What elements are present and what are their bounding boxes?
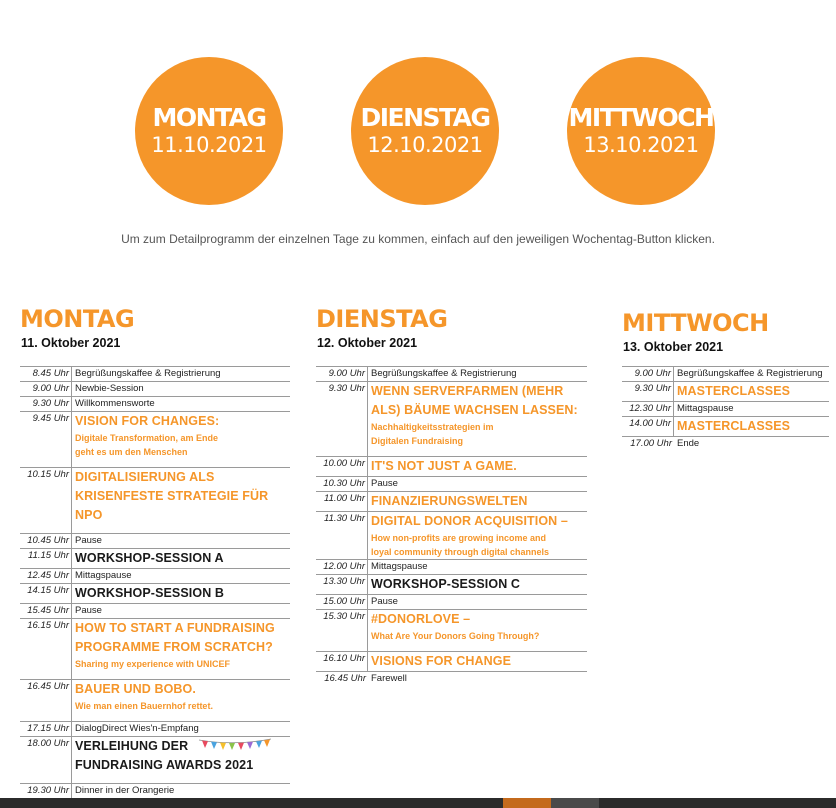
session-subtitle: geht es um den Menschen [75, 447, 188, 457]
time-cell: 12.00 Uhr [316, 560, 368, 574]
table-row [20, 382, 290, 397]
session-cell [368, 492, 528, 511]
session-title: VISION FOR CHANGES: [75, 414, 220, 428]
dienstag-schedule [316, 366, 587, 687]
session-cell [674, 382, 790, 401]
table-row [20, 468, 290, 534]
instruction-text: Um zum Detailprogramm der einzelnen Tage zu kommen, einfach auf den jeweiligen Wochentag-Button klicken. [121, 232, 715, 246]
session-cell [72, 468, 290, 533]
event-cell: Mittagspause [371, 561, 428, 572]
session-cell [72, 680, 213, 721]
session-title: BAUER UND BOBO. [75, 682, 196, 696]
session-cell [368, 575, 520, 594]
table-row [316, 652, 587, 672]
time-cell: 9.45 Uhr [20, 412, 72, 467]
session-subtitle: Wie man einen Bauernhof rettet. [75, 701, 213, 711]
table-row [20, 397, 290, 412]
session-title-line [75, 737, 272, 756]
time-cell: 15.45 Uhr [20, 604, 72, 618]
dienstag-button-label: DIENSTAG [360, 103, 490, 132]
time-cell: 14.15 Uhr [20, 584, 72, 603]
time-cell: 13.30 Uhr [316, 575, 368, 594]
table-row [316, 560, 587, 575]
table-row [20, 784, 290, 799]
event-cell: Begrüßungskaffee & Registrierung [75, 368, 221, 379]
montag-heading: MONTAG [20, 305, 135, 333]
event-cell: Pause [371, 596, 398, 607]
mittwoch-button-label: MITTWOCH [568, 103, 714, 132]
time-cell: 8.45 Uhr [20, 367, 72, 381]
table-row [20, 584, 290, 604]
session-cell [72, 584, 224, 603]
time-cell: 10.45 Uhr [20, 534, 72, 548]
mittwoch-schedule [622, 366, 829, 452]
dienstag-column [316, 304, 587, 687]
session-title: DIGITALISIERUNG ALS [75, 470, 215, 484]
table-row [20, 412, 290, 468]
table-row [20, 680, 290, 722]
time-cell: 9.00 Uhr [622, 367, 674, 381]
mittwoch-heading: MITTWOCH [622, 309, 769, 337]
session-title: WENN SERVERFARMEN (MEHR [371, 384, 564, 398]
session-cell [368, 457, 517, 476]
time-cell: 15.30 Uhr [316, 610, 368, 651]
event-cell: Farewell [371, 673, 407, 684]
time-cell: 9.30 Uhr [622, 382, 674, 401]
session-subtitle: What Are Your Donors Going Through? [371, 631, 540, 641]
table-row [316, 382, 587, 457]
time-cell: 12.30 Uhr [622, 402, 674, 416]
table-row [316, 492, 587, 512]
session-title: WORKSHOP-SESSION B [75, 586, 225, 600]
session-cell [72, 412, 219, 467]
time-cell: 17.00 Uhr [630, 438, 672, 449]
mittwoch-button-date: 13.10.2021 [583, 133, 699, 157]
bottom-bar [0, 798, 836, 808]
session-cell [368, 382, 578, 456]
time-cell: 17.15 Uhr [20, 722, 72, 736]
time-cell: 16.10 Uhr [316, 652, 368, 671]
session-title: MASTERCLASSES [677, 419, 791, 433]
session-title: MASTERCLASSES [677, 384, 791, 398]
session-title: VISIONS FOR CHANGE [371, 654, 512, 668]
session-cell [72, 619, 275, 679]
session-title: IT'S NOT JUST A GAME. [371, 459, 517, 473]
bottom-bar-segment [551, 798, 599, 808]
table-row [622, 417, 829, 437]
session-title: PROGRAMME FROM SCRATCH? [75, 640, 273, 654]
table-row [316, 512, 587, 560]
time-cell: 16.45 Uhr [20, 680, 72, 721]
table-row [316, 610, 587, 652]
time-cell: 10.30 Uhr [316, 477, 368, 491]
montag-button-date: 11.10.2021 [151, 133, 267, 157]
bunting-icon [198, 737, 272, 753]
table-row [20, 549, 290, 569]
session-subtitle: Nachhaltigkeitsstrategien im [371, 422, 494, 432]
time-cell: 12.45 Uhr [20, 569, 72, 583]
time-cell: 9.30 Uhr [20, 397, 72, 411]
session-cell [72, 549, 224, 568]
dienstag-date: 12. Oktober 2021 [317, 336, 418, 350]
event-cell: Pause [75, 535, 102, 546]
event-cell: Begrüßungskaffee & Registrierung [371, 368, 517, 379]
dienstag-heading: DIENSTAG [316, 305, 448, 333]
session-title: ALS) BÄUME WACHSEN LASSEN: [371, 403, 578, 417]
time-cell: 15.00 Uhr [316, 595, 368, 609]
time-cell: 9.00 Uhr [20, 382, 72, 396]
table-row [622, 437, 829, 452]
table-row [316, 575, 587, 595]
session-cell [674, 417, 790, 436]
time-cell: 16.45 Uhr [324, 673, 366, 684]
session-title: WORKSHOP-SESSION C [371, 577, 521, 591]
event-cell: Mittagspause [75, 570, 132, 581]
session-title: FINANZIERUNGSWELTEN [371, 494, 528, 508]
session-title: KRISENFESTE STRATEGIE FÜR NPO [75, 489, 269, 522]
session-cell [368, 610, 539, 651]
session-title: HOW TO START A FUNDRAISING [75, 621, 275, 635]
event-cell: Mittagspause [677, 403, 734, 414]
montag-schedule [20, 366, 290, 799]
session-subtitle: Digitalen Fundraising [371, 436, 464, 446]
montag-day-button[interactable] [135, 57, 283, 205]
event-cell: Dinner in der Orangerie [75, 785, 175, 796]
time-cell: 11.30 Uhr [316, 512, 368, 559]
dienstag-button-date: 12.10.2021 [367, 133, 483, 157]
table-row [20, 722, 290, 737]
montag-column [20, 304, 290, 799]
table-row [316, 595, 587, 610]
session-title: WORKSHOP-SESSION A [75, 551, 224, 565]
session-title: DIGITAL DONOR ACQUISITION – [371, 514, 568, 528]
table-row [622, 382, 829, 402]
event-cell: Pause [371, 478, 398, 489]
montag-button-label: MONTAG [152, 103, 266, 132]
time-cell: 16.15 Uhr [20, 619, 72, 679]
table-row [20, 534, 290, 549]
event-cell: Ende [677, 438, 700, 449]
time-cell: 14.00 Uhr [622, 417, 674, 436]
time-cell: 10.15 Uhr [20, 468, 72, 533]
bottom-bar-segment [503, 798, 551, 808]
session-title: FUNDRAISING AWARDS 2021 [75, 758, 254, 772]
table-row [20, 737, 290, 784]
mittwoch-date: 13. Oktober 2021 [623, 340, 724, 354]
table-row [20, 604, 290, 619]
time-cell: 19.30 Uhr [20, 784, 72, 798]
event-cell: Willkommensworte [75, 398, 155, 409]
table-row [20, 619, 290, 680]
table-row [316, 367, 587, 382]
session-subtitle: loyal community through digital channels [371, 547, 550, 557]
session-subtitle: Sharing my experience with UNICEF [75, 659, 231, 669]
session-cell [72, 737, 272, 783]
event-cell: Newbie-Session [75, 383, 144, 394]
table-row [622, 367, 829, 382]
time-cell: 11.15 Uhr [20, 549, 72, 568]
montag-date: 11. Oktober 2021 [21, 336, 121, 350]
dienstag-day-button[interactable] [351, 57, 499, 205]
session-cell [368, 512, 568, 559]
session-title: #DONORLOVE – [371, 612, 471, 626]
time-cell: 9.30 Uhr [316, 382, 368, 456]
time-cell: 11.00 Uhr [316, 492, 368, 511]
table-row [316, 477, 587, 492]
event-cell: DialogDirect Wies'n-Empfang [75, 723, 199, 734]
mittwoch-column [622, 308, 829, 452]
table-row [316, 457, 587, 477]
table-row [20, 569, 290, 584]
event-cell: Begrüßungskaffee & Registrierung [677, 368, 823, 379]
table-row [622, 402, 829, 417]
time-cell: 18.00 Uhr [20, 737, 72, 783]
session-subtitle: How non-profits are growing income and [371, 533, 547, 543]
session-title: VERLEIHUNG DER [75, 739, 189, 753]
time-cell: 9.00 Uhr [316, 367, 368, 381]
table-row [20, 367, 290, 382]
time-cell: 10.00 Uhr [316, 457, 368, 476]
table-row [316, 672, 587, 687]
event-cell: Pause [75, 605, 102, 616]
session-cell [368, 652, 511, 671]
mittwoch-day-button[interactable] [567, 57, 715, 205]
session-subtitle: Digitale Transformation, am Ende [75, 433, 219, 443]
